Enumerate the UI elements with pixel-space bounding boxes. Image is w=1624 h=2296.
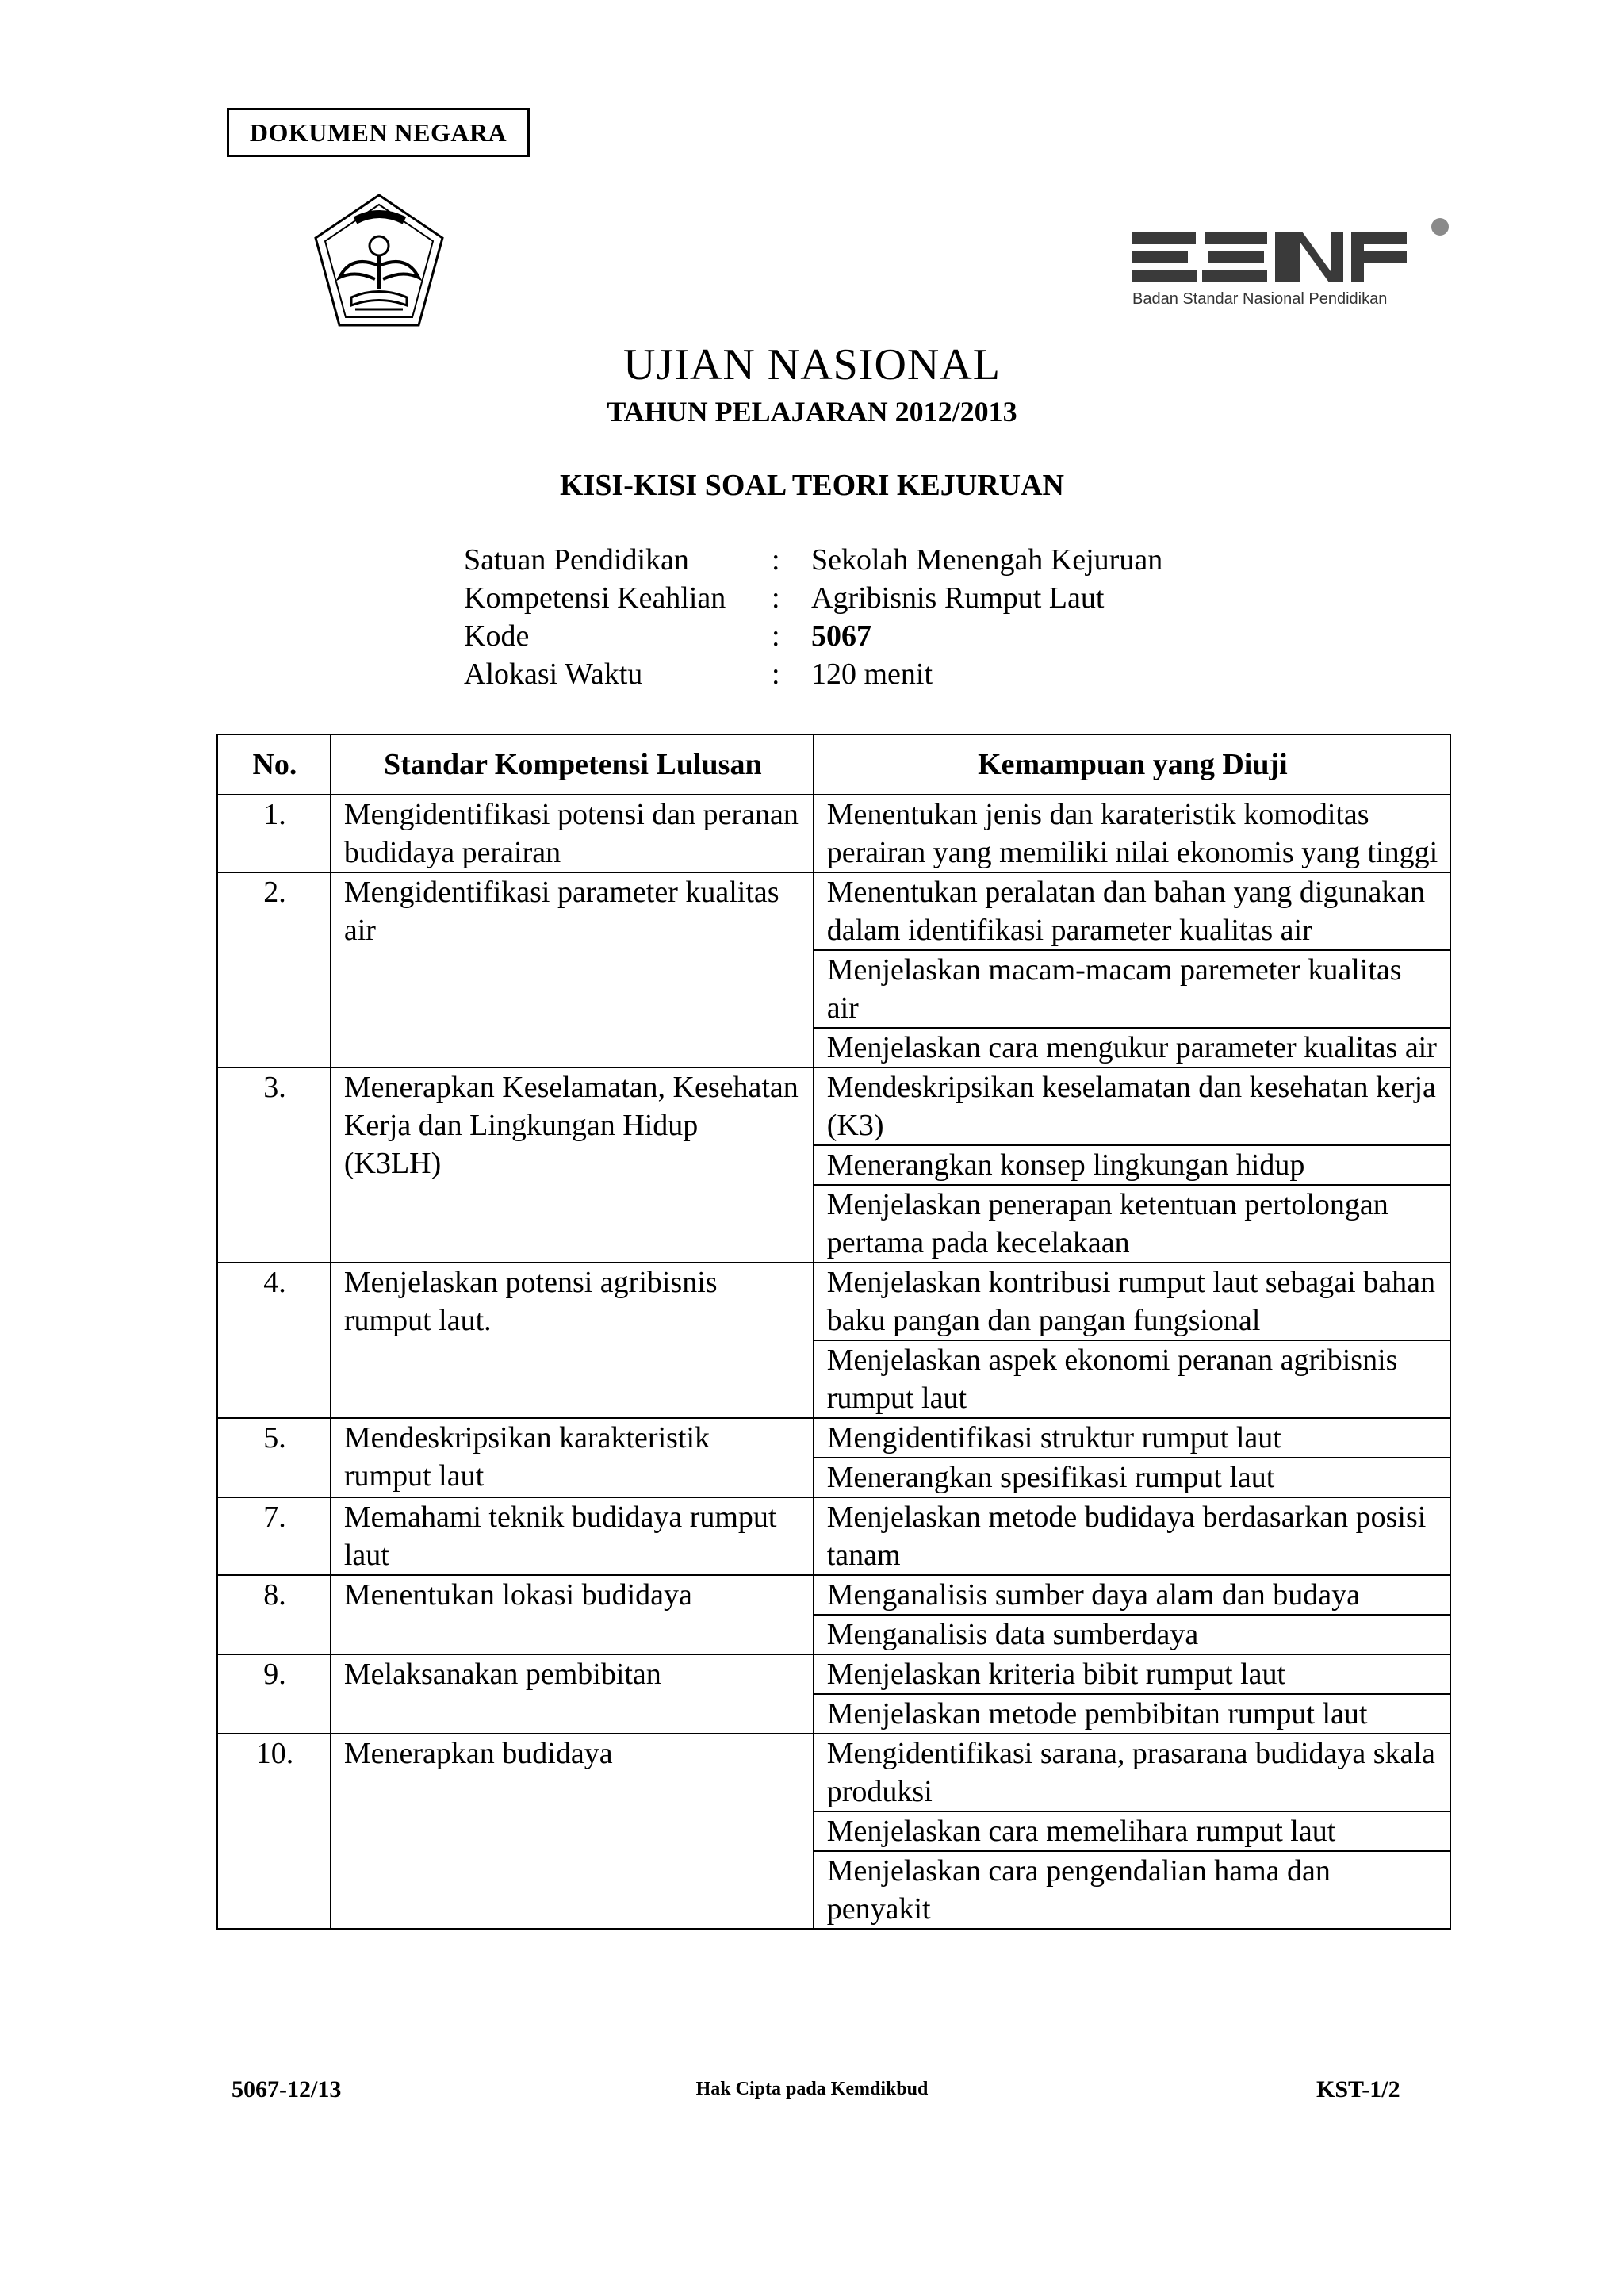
header-no: No. — [217, 734, 331, 795]
row-standard: Menerapkan budidaya — [331, 1734, 814, 1929]
row-standard: Mengidentifikasi parameter kualitas air — [331, 872, 814, 1068]
table-row — [217, 1654, 1450, 1694]
table-body — [217, 795, 1450, 1929]
footer-code: 5067-12/13 — [232, 2076, 342, 2102]
row-standard: Menjelaskan potensi agribisnis rumput laut. — [331, 1263, 814, 1418]
row-ability: Menjelaskan kriteria bibit rumput laut — [814, 1654, 1450, 1694]
row-number: 9. — [217, 1654, 331, 1734]
row-ability: Menganalisis data sumberdaya — [814, 1615, 1450, 1654]
row-ability: Menentukan jenis dan karateristik komoditas perairan yang memiliki nilai ekonomis yang tinggi — [814, 795, 1450, 872]
table-row — [217, 795, 1450, 872]
meta-label: Satuan Pendidikan — [464, 543, 689, 577]
meta-row — [464, 579, 1162, 617]
footer-page: KST-1/2 — [1316, 2076, 1400, 2102]
row-ability: Menjelaskan penerapan ketentuan pertolongan pertama pada kecelakaan — [814, 1185, 1450, 1263]
document-subject: KISI-KISI SOAL TEORI KEJURUAN — [560, 469, 1064, 502]
meta-row — [464, 617, 1162, 655]
document-classification-stamp: DOKUMEN NEGARA — [227, 108, 530, 157]
row-number: 1. — [217, 795, 331, 872]
row-ability: Mengidentifikasi struktur rumput laut — [814, 1418, 1450, 1458]
row-number: 8. — [217, 1575, 331, 1654]
table-row — [217, 1418, 1450, 1458]
row-number: 10. — [217, 1734, 331, 1929]
footer-copyright: Hak Cipta pada Kemdikbud — [695, 2079, 929, 2099]
meta-colon: : — [772, 619, 780, 653]
row-standard: Melaksanakan pembibitan — [331, 1654, 814, 1734]
exam-title: UJIAN NASIONAL — [623, 340, 1001, 389]
row-number: 5. — [217, 1418, 331, 1497]
meta-value: Agribisnis Rumput Laut — [811, 581, 1105, 615]
meta-colon: : — [772, 581, 780, 615]
meta-value: 5067 — [811, 619, 871, 653]
table-row — [217, 1068, 1450, 1145]
meta-label: Alokasi Waktu — [464, 657, 643, 691]
tut-wuri-handayani-emblem-icon — [308, 190, 450, 333]
row-ability: Menjelaskan cara pengendalian hama dan penyakit — [814, 1851, 1450, 1929]
row-number: 7. — [217, 1497, 331, 1575]
meta-value: 120 menit — [811, 657, 933, 691]
row-ability: Menjelaskan kontribusi rumput laut sebagai bahan baku pangan dan pangan fungsional — [814, 1263, 1450, 1340]
table-row — [217, 1734, 1450, 1811]
row-number: 3. — [217, 1068, 331, 1263]
header-standard: Standar Kompetensi Lulusan — [331, 734, 814, 795]
competency-table — [216, 734, 1451, 1930]
exam-meta — [464, 541, 1162, 693]
row-ability: Menjelaskan metode pembibitan rumput laut — [814, 1694, 1450, 1734]
row-standard: Memahami teknik budidaya rumput laut — [331, 1497, 814, 1575]
row-ability: Menerangkan konsep lingkungan hidup — [814, 1145, 1450, 1185]
table-row — [217, 1497, 1450, 1575]
meta-label: Kompetensi Keahlian — [464, 581, 726, 615]
academic-year: TAHUN PELAJARAN 2012/2013 — [607, 396, 1017, 427]
meta-row — [464, 541, 1162, 579]
row-ability: Menjelaskan aspek ekonomi peranan agribisnis rumput laut — [814, 1340, 1450, 1418]
row-ability: Menjelaskan cara memelihara rumput laut — [814, 1811, 1450, 1851]
row-standard: Menentukan lokasi budidaya — [331, 1575, 814, 1654]
meta-colon: : — [772, 543, 780, 577]
meta-label: Kode — [464, 619, 530, 653]
row-ability: Menganalisis sumber daya alam dan budaya — [814, 1575, 1450, 1615]
row-ability: Menjelaskan metode budidaya berdasarkan posisi tanam — [814, 1497, 1450, 1575]
header-ability: Kemampuan yang Diuji — [814, 734, 1450, 795]
table-row — [217, 1575, 1450, 1615]
row-standard: Mengidentifikasi potensi dan peranan budidaya perairan — [331, 795, 814, 872]
meta-row — [464, 655, 1162, 693]
row-number: 2. — [217, 872, 331, 1068]
row-ability: Menentukan peralatan dan bahan yang digunakan dalam identifikasi parameter kualitas air — [814, 872, 1450, 950]
row-standard: Menerapkan Keselamatan, Kesehatan Kerja dan Lingkungan Hidup (K3LH) — [331, 1068, 814, 1263]
row-ability: Mengidentifikasi sarana, prasarana budidaya skala produksi — [814, 1734, 1450, 1811]
table-header-row — [217, 734, 1450, 795]
table-row — [217, 1263, 1450, 1340]
row-ability: Menerangkan spesifikasi rumput laut — [814, 1458, 1450, 1497]
row-ability: Menjelaskan cara mengukur parameter kualitas air — [814, 1028, 1450, 1068]
row-number: 4. — [217, 1263, 331, 1418]
bsnp-logo-subtitle: Badan Standar Nasional Pendidikan — [1132, 290, 1388, 308]
table-row — [217, 872, 1450, 950]
meta-value: Sekolah Menengah Kejuruan — [811, 543, 1163, 577]
meta-colon: : — [772, 657, 780, 691]
row-standard: Mendeskripsikan karakteristik rumput laut — [331, 1418, 814, 1497]
row-ability: Mendeskripsikan keselamatan dan kesehatan kerja (K3) — [814, 1068, 1450, 1145]
row-ability: Menjelaskan macam-macam paremeter kualitas air — [814, 950, 1450, 1028]
